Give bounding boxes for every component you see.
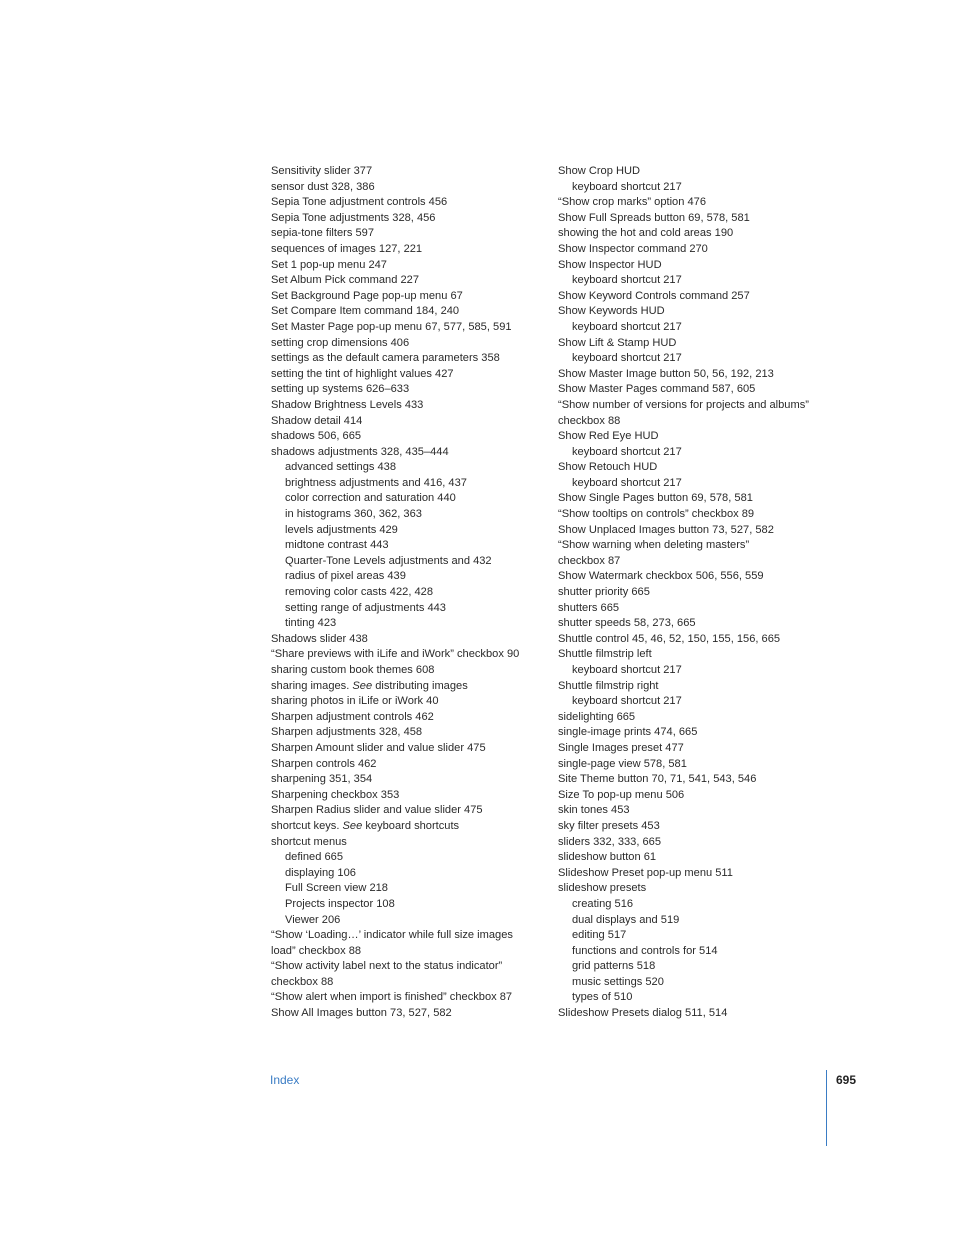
index-entry: single-page view 578, 581 bbox=[558, 757, 687, 770]
index-column-left bbox=[271, 164, 546, 1022]
index-subentry: types of 510 bbox=[572, 991, 633, 1004]
index-entry: sharing photos in iLife or iWork 40 bbox=[271, 695, 439, 708]
index-entry: showing the hot and cold areas 190 bbox=[558, 227, 734, 240]
index-entry: “Show ‘Loading…’ indicator while full size images bbox=[271, 929, 513, 942]
footer-section-title: Index bbox=[270, 1073, 300, 1087]
index-subentry: keyboard shortcut 217 bbox=[572, 664, 682, 676]
index-entry: sliders 332, 333, 665 bbox=[558, 835, 661, 848]
index-entry: “Show warning when deleting masters” bbox=[558, 539, 750, 552]
index-entry: checkbox 88 bbox=[558, 414, 621, 427]
index-subentry: tinting 423 bbox=[285, 617, 337, 630]
index-column-right bbox=[558, 164, 848, 1022]
index-subentry: color correction and saturation 440 bbox=[285, 492, 456, 505]
index-entry: sharing images. See distributing images bbox=[271, 679, 468, 692]
index-entry: Show Retouch HUD bbox=[558, 461, 658, 474]
index-subentry: music settings 520 bbox=[572, 975, 664, 988]
index-entry: setting the tint of highlight values 427 bbox=[271, 367, 454, 380]
index-entry: Sharpen adjustment controls 462 bbox=[271, 710, 434, 723]
index-entry: Show Crop HUD bbox=[558, 165, 640, 177]
index-subentry: setting range of adjustments 443 bbox=[285, 601, 446, 614]
index-entry: Show Red Eye HUD bbox=[558, 430, 659, 443]
index-subentry: keyboard shortcut 217 bbox=[572, 352, 682, 365]
index-subentry: midtone contrast 443 bbox=[285, 539, 389, 552]
index-entry: settings as the default camera parameters 358 bbox=[271, 352, 500, 365]
index-entry: sky filter presets 453 bbox=[558, 819, 660, 832]
index-entry: Show Inspector HUD bbox=[558, 258, 662, 271]
index-entry: single-image prints 474, 665 bbox=[558, 726, 698, 739]
index-subentry: keyboard shortcut 217 bbox=[572, 445, 682, 458]
index-entry: Set Compare Item command 184, 240 bbox=[271, 305, 460, 318]
index-entry: Show Inspector command 270 bbox=[558, 242, 708, 255]
index-entry: sensor dust 328, 386 bbox=[271, 180, 375, 193]
index-entry: setting up systems 626–633 bbox=[271, 383, 410, 396]
index-entry: Set Master Page pop-up menu 67, 577, 585, 591 bbox=[271, 320, 512, 333]
index-entry: “Show activity label next to the status indicator” bbox=[271, 960, 503, 973]
index-subentry: levels adjustments 429 bbox=[285, 523, 398, 536]
index-entry: sharpening 351, 354 bbox=[271, 773, 373, 786]
index-entry: load” checkbox 88 bbox=[271, 944, 362, 957]
index-entry: setting crop dimensions 406 bbox=[271, 336, 410, 349]
index-subentry: editing 517 bbox=[572, 929, 627, 942]
index-subentry: creating 516 bbox=[572, 897, 634, 910]
index-entry: sidelighting 665 bbox=[558, 710, 636, 723]
index-entry: skin tones 453 bbox=[558, 804, 630, 817]
index-entry: Sepia Tone adjustments 328, 456 bbox=[271, 211, 436, 224]
index-subentry: removing color casts 422, 428 bbox=[285, 586, 433, 599]
index-entry: Shadows slider 438 bbox=[271, 632, 368, 645]
index-entry: Shuttle control 45, 46, 52, 150, 155, 156, 665 bbox=[558, 632, 781, 645]
index-entry: sharing custom book themes 608 bbox=[271, 664, 435, 676]
index-entry: Show Full Spreads button 69, 578, 581 bbox=[558, 211, 750, 224]
index-entry: “Show crop marks” option 476 bbox=[558, 196, 706, 209]
index-entry: Shadow Brightness Levels 433 bbox=[271, 398, 424, 411]
index-entry: shutter speeds 58, 273, 665 bbox=[558, 617, 696, 630]
index-entry: shutters 665 bbox=[558, 601, 620, 614]
index-entry: “Show number of versions for projects and albums” bbox=[558, 398, 809, 411]
index-subentry: keyboard shortcut 217 bbox=[572, 274, 682, 287]
index-entry: “Show tooltips on controls” checkbox 89 bbox=[558, 508, 755, 521]
index-subentry: displaying 106 bbox=[285, 866, 356, 879]
index-entry: Show Master Image button 50, 56, 192, 213 bbox=[558, 367, 774, 380]
index-entry: Sharpen adjustments 328, 458 bbox=[271, 726, 423, 739]
index-entry: Shadow detail 414 bbox=[271, 414, 363, 427]
index-subentry: brightness adjustments and 416, 437 bbox=[285, 476, 467, 489]
index-entry: shadows adjustments 328, 435–444 bbox=[271, 445, 449, 458]
index-entry: shortcut keys. See keyboard shortcuts bbox=[271, 819, 460, 832]
index-subentry: grid patterns 518 bbox=[572, 960, 656, 973]
page-number: 695 bbox=[836, 1073, 857, 1087]
index-subentry: Quarter-Tone Levels adjustments and 432 bbox=[285, 554, 492, 567]
index-entry: Show All Images button 73, 527, 582 bbox=[271, 1007, 452, 1020]
index-entry: Show Keyword Controls command 257 bbox=[558, 289, 750, 302]
index-entry: Show Unplaced Images button 73, 527, 582 bbox=[558, 523, 774, 536]
index-entry: Size To pop-up menu 506 bbox=[558, 788, 685, 801]
index-entry: Show Single Pages button 69, 578, 581 bbox=[558, 492, 753, 505]
index-entry: sepia-tone filters 597 bbox=[271, 227, 374, 240]
index-subentry: radius of pixel areas 439 bbox=[285, 570, 406, 583]
index-entry: Set Background Page pop-up menu 67 bbox=[271, 289, 463, 302]
index-entry: Show Lift & Stamp HUD bbox=[558, 336, 677, 349]
see-reference: See bbox=[342, 819, 363, 832]
index-subentry: Viewer 206 bbox=[285, 913, 341, 926]
index-entry: slideshow button 61 bbox=[558, 851, 657, 864]
index-subentry: keyboard shortcut 217 bbox=[572, 180, 682, 193]
index-entry: Set Album Pick command 227 bbox=[271, 274, 419, 287]
index-subentry: dual displays and 519 bbox=[572, 913, 680, 926]
index-entry: Show Keywords HUD bbox=[558, 305, 665, 318]
index-entry: Set 1 pop-up menu 247 bbox=[271, 258, 387, 271]
index-entry: Sharpen Radius slider and value slider 475 bbox=[271, 804, 483, 817]
index-entry: Sepia Tone adjustment controls 456 bbox=[271, 196, 448, 209]
index-entry: Single Images preset 477 bbox=[558, 741, 684, 754]
index-entry: sequences of images 127, 221 bbox=[271, 242, 423, 255]
index-entry: shadows 506, 665 bbox=[271, 430, 362, 443]
index-subentry: keyboard shortcut 217 bbox=[572, 320, 682, 333]
index-entry: Sensitivity slider 377 bbox=[271, 165, 373, 177]
index-subentry: keyboard shortcut 217 bbox=[572, 695, 682, 708]
footer-divider bbox=[826, 1070, 827, 1146]
index-entry: shutter priority 665 bbox=[558, 586, 650, 599]
index-subentry: defined 665 bbox=[285, 851, 343, 864]
index-entry: Show Watermark checkbox 506, 556, 559 bbox=[558, 570, 764, 583]
index-entry: “Show alert when import is finished” checkbox 87 bbox=[271, 991, 513, 1004]
index-subentry: Full Screen view 218 bbox=[285, 882, 388, 895]
index-entry: Sharpen Amount slider and value slider 475 bbox=[271, 741, 486, 754]
index-entry: Shuttle filmstrip left bbox=[558, 648, 652, 661]
index-subentry: Projects inspector 108 bbox=[285, 897, 395, 910]
index-subentry: functions and controls for 514 bbox=[572, 944, 718, 957]
index-entry: checkbox 87 bbox=[558, 554, 621, 567]
index-subentry: keyboard shortcut 217 bbox=[572, 476, 682, 489]
index-entry: Sharpen controls 462 bbox=[271, 757, 377, 770]
index-entry: Slideshow Presets dialog 511, 514 bbox=[558, 1007, 728, 1020]
index-entry: Slideshow Preset pop-up menu 511 bbox=[558, 866, 733, 879]
index-subentry: in histograms 360, 362, 363 bbox=[285, 508, 422, 521]
index-entry: Sharpening checkbox 353 bbox=[271, 788, 400, 801]
index-entry: shortcut menus bbox=[271, 835, 347, 848]
index-entry: Shuttle filmstrip right bbox=[558, 679, 659, 692]
see-reference: See bbox=[352, 679, 373, 692]
index-subentry: advanced settings 438 bbox=[285, 461, 397, 474]
index-entry: Show Master Pages command 587, 605 bbox=[558, 383, 756, 396]
index-entry: checkbox 88 bbox=[271, 975, 334, 988]
index-entry: slideshow presets bbox=[558, 882, 647, 895]
index-entry: “Share previews with iLife and iWork” checkbox 90 bbox=[271, 648, 520, 661]
index-entry: Site Theme button 70, 71, 541, 543, 546 bbox=[558, 773, 757, 786]
